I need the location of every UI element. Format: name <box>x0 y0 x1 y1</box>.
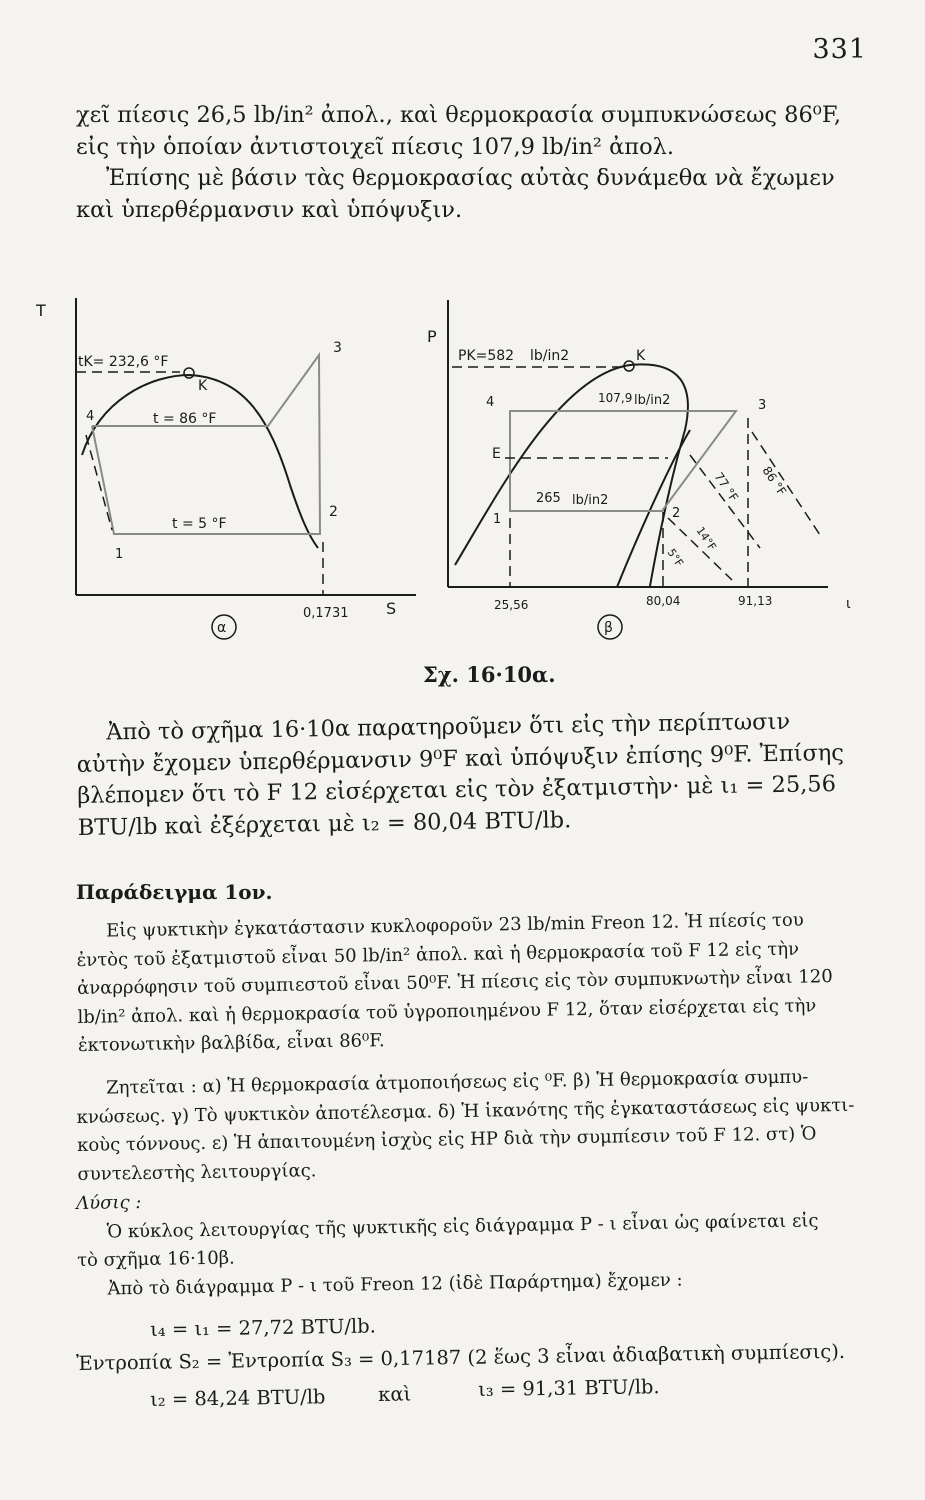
ts-y-label: T <box>36 301 46 320</box>
body-line-1: Ἀπὸ τὸ σχῆμα 16·10α παρατηροῦμεν ὅτι εἰς τὴν περίπτωσιν <box>106 708 791 746</box>
pi-k-label: K <box>636 348 646 364</box>
example-line-2: ἐντὸς τοῦ ἐξατμιστοῦ εἶναι 50 lb/in² ἀπολ. καὶ ἡ θερμοκρασία τοῦ F 12 εἰς τὴν <box>76 938 800 971</box>
pi-point-1: 1 <box>493 512 502 527</box>
pi-badge: β <box>604 620 613 636</box>
ts-badge: α <box>217 620 227 636</box>
pi-x1-value: 25,56 <box>494 598 529 612</box>
pi-p265: 265 <box>536 491 561 506</box>
pi-p265-unit: lb/in2 <box>572 493 609 508</box>
equation-3-right: ι₃ = 91,31 BTU/lb. <box>478 1375 660 1401</box>
ts-critical-point <box>184 368 194 378</box>
pi-iso86 <box>752 432 822 538</box>
pi-point-3: 3 <box>758 398 767 413</box>
body-line-4: BTU/lb καὶ ἐξέρχεται μὲ ι₂ = 80,04 BTU/lb. <box>77 806 572 841</box>
solution-block <box>76 1178 868 1304</box>
figure-16-10a <box>0 280 925 700</box>
equation-3-mid: καὶ <box>378 1382 412 1406</box>
example-questions <box>76 1063 868 1189</box>
ts-x-value: 0,1731 <box>303 606 349 621</box>
pi-iso86-label: 86 °F <box>759 463 790 499</box>
pi-x-label: ι <box>846 596 851 612</box>
equation-1: ι₄ = ι₁ = 27,72 BTU/lb. <box>150 1314 377 1341</box>
example-line-4: lb/in² ἀπολ. καὶ ἡ θερμοκρασία τοῦ ὑγροποιημένου F 12, ὅταν εἰσέρχεται εἰς τὴν <box>77 994 817 1028</box>
solution-line-3: Ἀπὸ τὸ διάγραμμα P - ι τοῦ Freon 12 (ἰδὲ Παράρτημα) ἔχομεν : <box>107 1268 683 1300</box>
ts-tk-label: tK= 232,6 °F <box>78 354 169 370</box>
ts-left-dash <box>86 435 112 530</box>
question-line-1: Ζητεῖται : α) Ἡ θερμοκρασία ἀτμοποιήσεως εἰς ⁰F. β) Ἡ θερμοκρασία συμπυ- <box>106 1066 809 1099</box>
ts-point-2: 2 <box>329 504 338 520</box>
pi-pk-unit: lb/in2 <box>530 348 570 364</box>
solution-line-1: Ὁ κύκλος λειτουργίας τῆς ψυκτικῆς εἰς διάγραμμα P - ι εἶναι ὡς φαίνεται εἰς <box>106 1209 819 1243</box>
pi-point-4: 4 <box>486 395 495 410</box>
ts-t86-label: t = 86 °F <box>153 411 217 427</box>
example-line-5: ἐκτονωτικὴν βαλβίδα, εἶναι 86⁰F. <box>77 1030 385 1056</box>
solution-line-2: τὸ σχῆμα 16·10β. <box>76 1247 235 1271</box>
question-line-3: κοὺς τόννους. ε) Ἡ ἀπαιτουμένη ἰσχὺς εἰς HP διὰ τὴν συμπίεσιν τοῦ F 12. στ) Ὁ <box>76 1123 817 1156</box>
equation-2: Ἐντροπία S₂ = Ἐντροπία S₃ = 0,17187 (2 ἕως 3 εἶναι ἀδιαβατικὴ συμπίεσις). <box>76 1339 846 1375</box>
pi-y-label: P <box>427 327 437 346</box>
equation-3-left: ι₂ = 84,24 BTU/lb <box>150 1385 326 1411</box>
ts-x-label: S <box>386 599 397 618</box>
pi-point-2: 2 <box>672 506 681 521</box>
figure-caption: Σχ. 16·10α. <box>423 662 556 687</box>
intro-line-2: εἰς τὴν ὁποίαν ἀντιστοιχεῖ πίεσις 107,9 lb/in² ἀπολ. <box>76 133 675 160</box>
example-statement <box>76 906 868 1061</box>
example-line-1: Εἰς ψυκτικὴν ἐγκατάστασιν κυκλοφοροῦν 23 lb/min Freon 12. Ἡ πίεσίς του <box>106 909 804 942</box>
pi-p107: 107,9 <box>598 391 633 405</box>
pi-x2-value: 80,04 <box>646 594 681 608</box>
question-line-2: κνώσεως. γ) Τὸ ψυκτικὸν ἀποτέλεσμα. δ) Ἡ ἱκανότης τῆς ἐγκαταστάσεως εἰς ψυκτι- <box>76 1094 855 1128</box>
pi-iso5-label: 5°F <box>664 546 686 570</box>
pi-pk-label: PK=582 <box>458 348 515 364</box>
pi-iso77-label: 77 °F <box>711 469 742 505</box>
ts-t5-label: t = 5 °F <box>172 516 227 532</box>
page-number: 331 <box>812 34 867 65</box>
ts-k-label: K <box>198 378 208 394</box>
intro-line-4: καὶ ὑπερθέρμανσιν καὶ ὑπόψυξιν. <box>76 196 463 223</box>
ts-point-1: 1 <box>115 547 124 562</box>
solution-label: Λύσις : <box>76 1191 142 1214</box>
pi-iso14-label: 14°F <box>693 524 719 554</box>
pi-e-label: E <box>492 446 501 462</box>
body-paragraph <box>76 706 868 844</box>
body-line-3: βλέπομεν ὅτι τὸ F 12 εἰσέρχεται εἰς τὸν ἐξατμιστὴν· μὲ ι₁ = 25,56 <box>77 771 837 809</box>
intro-line-1: χεῖ πίεσις 26,5 lb/in² ἀπολ., καὶ θερμοκρασία συμπυκνώσεως 86⁰F, <box>76 102 842 128</box>
pi-p107-unit: lb/in2 <box>634 393 671 408</box>
ts-point-3: 3 <box>333 340 342 356</box>
intro-line-3: Ἐπίσης μὲ βάσιν τὰς θερμοκρασίας αὐτὰς δυνάμεθα νὰ ἔχωμεν <box>106 165 835 191</box>
body-line-2: αὐτὴν ἔχομεν ὑπερθέρμανσιν 9⁰F καὶ ὑπόψυξιν ἐπίσης 9⁰F. Ἐπίσης <box>76 739 845 778</box>
ts-point-4: 4 <box>86 409 95 424</box>
intro-paragraph <box>76 100 866 226</box>
question-line-4: συντελεστὴς λειτουργίας. <box>77 1159 317 1185</box>
pi-x3-value: 91,13 <box>738 594 773 608</box>
example-title: Παράδειγμα 1ον. <box>76 880 273 904</box>
example-line-3: ἀναρρόφησιν τοῦ συμπιεστοῦ εἶναι 50⁰F. Ἡ πίεσις εἰς τὸν συμπυκνωτὴν εἶναι 120 <box>76 966 833 999</box>
